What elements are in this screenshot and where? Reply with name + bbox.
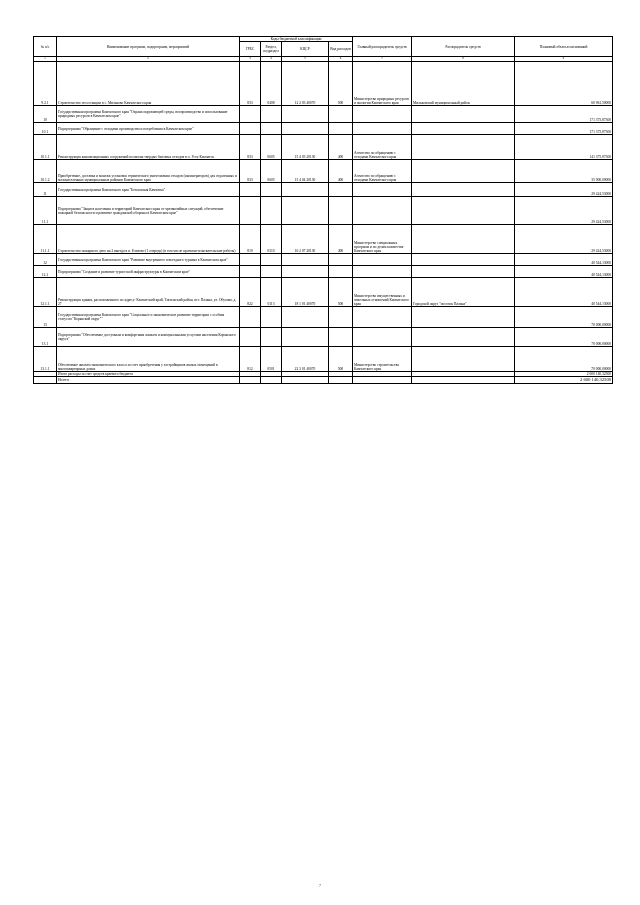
table-row <box>34 197 613 225</box>
cell-grbs <box>240 197 261 225</box>
cell-summa: 70 000,00000 <box>515 328 613 347</box>
cell-name: Реконструкция здания, расположенного по адресу: Камчатский край, Тигильский район, пгт. Палана, ул. Обухова, д. 27 <box>57 278 240 307</box>
cell-summa: 29 424,53000 <box>515 197 613 225</box>
header-grbs: ГРБС <box>240 42 261 57</box>
column-number: 7 <box>353 57 412 62</box>
cell-name: Приобретение, доставка и монтаж установок термического уничтожения отходов (инсинераторов) для отдаленных и малонаселенных муниципальных районов Камчатского края <box>57 160 240 183</box>
cell-ksr <box>282 266 329 278</box>
cell-summa: 171 375,87300 <box>515 123 613 135</box>
cell-ksr: 15 4 03 20130 <box>282 135 329 160</box>
total-value: 2 600 140,32500 <box>515 377 613 384</box>
cell-poluchatel <box>412 266 515 278</box>
cell-num: 13.1.1 <box>34 347 57 372</box>
cell-glavny: Агентство по обращению с отходами Камчатского края <box>353 160 412 183</box>
page-number: 7 <box>319 883 321 888</box>
table-row <box>34 183 613 197</box>
cell-summa: 141 375,87300 <box>515 135 613 160</box>
cell-glavny <box>353 307 412 328</box>
subtotal-label: Итого расходы за счет средств краевого бюджета <box>57 372 240 377</box>
table-row <box>34 106 613 123</box>
cell-num: 12 <box>34 254 57 266</box>
cell-vid: 400 <box>329 135 353 160</box>
cell-name: Государственная программа Камчатского края "Социальное и экономическое развитие территории с особым статусом "Корякский округ"" <box>57 307 240 328</box>
cell-ksr: 15 4 04 20130 <box>282 160 329 183</box>
column-number: 9 <box>515 57 613 62</box>
cell-ksr: 16 2 07 20130 <box>282 225 329 254</box>
cell-num: 11.1.1 <box>34 225 57 254</box>
cell-razdel <box>261 197 282 225</box>
header-ksr: КЦСР <box>282 42 329 57</box>
column-number: 6 <box>329 57 353 62</box>
table-body <box>34 62 613 372</box>
cell-vid <box>329 266 353 278</box>
cell-num: 10.1 <box>34 123 57 135</box>
cell-num: 12.1.1 <box>34 278 57 307</box>
header-poluchatel: Распорядитель средств <box>412 37 515 57</box>
cell-razdel <box>261 307 282 328</box>
cell-name: Государственная программа Камчатского края "Развитие внутреннего и въездного туризма в Камчатском крае" <box>57 254 240 266</box>
cell-name: Подпрограмма "Защита населения и территорий Камчатского края от чрезвычайных ситуаций, обеспечение пожарной безопасности и развитие гражданской обороны в Камчатском крае" <box>57 197 240 225</box>
table-header <box>34 37 613 62</box>
table-footer <box>34 372 613 384</box>
cell-ksr <box>282 183 329 197</box>
table-row <box>34 307 613 328</box>
cell-grbs: 833 <box>240 160 261 183</box>
cell-grbs: 810 <box>240 225 261 254</box>
cell-summa: 40 544,13000 <box>515 254 613 266</box>
table-row <box>34 123 613 135</box>
cell-glavny: Министерство имущественных и земельных отношений Камчатского края <box>353 278 412 307</box>
cell-ksr <box>282 307 329 328</box>
cell-vid <box>329 183 353 197</box>
cell-vid <box>329 328 353 347</box>
header-codes-group: Коды бюджетной классификации <box>240 37 353 42</box>
cell-razdel: 0408 <box>261 62 282 106</box>
cell-ksr <box>282 197 329 225</box>
subtotal-value: 2 600 140,32500 <box>515 372 613 377</box>
table-row <box>34 160 613 183</box>
table-row <box>34 135 613 160</box>
cell-num: 11 <box>34 183 57 197</box>
table-row <box>34 62 613 106</box>
cell-razdel <box>261 123 282 135</box>
table-row <box>34 254 613 266</box>
cell-name: Подпрограмма "Создание и развитие туристской инфраструктуры в Камчатском крае" <box>57 266 240 278</box>
cell-vid: 400 <box>329 225 353 254</box>
cell-glavny <box>353 183 412 197</box>
cell-summa: 40 544,13000 <box>515 278 613 307</box>
header-summa: Плановый объем ассигнований <box>515 37 613 57</box>
cell-glavny <box>353 106 412 123</box>
cell-vid <box>329 106 353 123</box>
cell-vid: 500 <box>329 278 353 307</box>
cell-ksr <box>282 328 329 347</box>
cell-poluchatel: Мильковский муниципальный район <box>412 62 515 106</box>
cell-summa: 60 961,50000 <box>515 62 613 106</box>
cell-grbs <box>240 307 261 328</box>
cell-razdel <box>261 266 282 278</box>
header-glavny: Главный распорядитель средств <box>353 37 412 57</box>
cell-razdel <box>261 328 282 347</box>
cell-poluchatel <box>412 197 515 225</box>
header-vid: Вид расходов <box>329 42 353 57</box>
cell-glavny: Министерство специальных программ и по делам казачества Камчатского края <box>353 225 412 254</box>
total-row <box>34 377 613 384</box>
cell-glavny <box>353 328 412 347</box>
cell-poluchatel <box>412 106 515 123</box>
cell-razdel: 0310 <box>261 225 282 254</box>
cell-name: Государственная программа Камчатского края "Охрана окружающей среды, воспроизводство и использование природных ресурсов в Камчатском крае" <box>57 106 240 123</box>
cell-ksr: 22 3 01 40070 <box>282 347 329 372</box>
cell-ksr: 18 1 01 40070 <box>282 278 329 307</box>
cell-vid <box>329 123 353 135</box>
cell-ksr: 12 2 03 40070 <box>282 62 329 106</box>
cell-grbs: 833 <box>240 135 261 160</box>
cell-vid: 400 <box>329 160 353 183</box>
cell-num: 13 <box>34 307 57 328</box>
table-row <box>34 225 613 254</box>
column-number: 5 <box>282 57 329 62</box>
cell-summa: 35 000,00000 <box>515 160 613 183</box>
cell-num: 9.2.1 <box>34 62 57 106</box>
budget-table <box>33 36 613 384</box>
table-row <box>34 347 613 372</box>
cell-glavny <box>353 266 412 278</box>
cell-num: 10.1.1 <box>34 135 57 160</box>
cell-glavny: Министерство природных ресурсов и экологии Камчатского края <box>353 62 412 106</box>
cell-razdel: 0113 <box>261 278 282 307</box>
header-name: Наименование программ, подпрограмм, мероприятий <box>57 37 240 57</box>
header-num: № п/с <box>34 37 57 57</box>
cell-razdel: 0501 <box>261 347 282 372</box>
cell-vid <box>329 254 353 266</box>
cell-ksr <box>282 123 329 135</box>
cell-poluchatel <box>412 160 515 183</box>
column-number: 8 <box>412 57 515 62</box>
cell-vid <box>329 307 353 328</box>
header-razdel: Раздел, подраздел <box>261 42 282 57</box>
cell-summa: 29 424,53000 <box>515 183 613 197</box>
cell-grbs <box>240 183 261 197</box>
table-row <box>34 266 613 278</box>
cell-grbs: 822 <box>240 278 261 307</box>
column-number: 1 <box>34 57 57 62</box>
cell-razdel <box>261 106 282 123</box>
cell-name: Строительство пожарного депо на 2 выезда в п. Елизово (1 очередь) (в том числе проектно-изыскательские работы) <box>57 225 240 254</box>
cell-grbs <box>240 123 261 135</box>
cell-summa: 29 424,53000 <box>515 225 613 254</box>
column-number: 4 <box>261 57 282 62</box>
cell-summa: 40 544,13000 <box>515 266 613 278</box>
cell-num: 11.1 <box>34 197 57 225</box>
cell-poluchatel: Городской округ "поселок Палана" <box>412 278 515 307</box>
total-label: Всего <box>57 377 240 384</box>
cell-poluchatel <box>412 307 515 328</box>
cell-summa: 70 000,00000 <box>515 307 613 328</box>
cell-glavny <box>353 254 412 266</box>
cell-grbs <box>240 328 261 347</box>
cell-grbs: 812 <box>240 347 261 372</box>
cell-glavny <box>353 123 412 135</box>
cell-poluchatel <box>412 135 515 160</box>
cell-summa: 171 375,87300 <box>515 106 613 123</box>
cell-name: Подпрограмма "Обращение с отходами производства и потребления в Камчатском крае" <box>57 123 240 135</box>
cell-num: 12.1 <box>34 266 57 278</box>
cell-poluchatel <box>412 328 515 347</box>
cell-grbs <box>240 254 261 266</box>
cell-poluchatel <box>412 347 515 372</box>
cell-num: 10 <box>34 106 57 123</box>
cell-razdel: 0605 <box>261 135 282 160</box>
cell-ksr <box>282 254 329 266</box>
cell-name: Подпрограмма "Обеспечение доступным и комфортным жильем и коммунальными услугами населения Корякского округа" <box>57 328 240 347</box>
cell-name: Реконструкция канализационных сооружений полигона твердых бытовых отходов в п. Усть-Камчатск <box>57 135 240 160</box>
cell-name: Государственная программа Камчатского края "Безопасная Камчатка" <box>57 183 240 197</box>
cell-glavny: Министерство строительства Камчатского края <box>353 347 412 372</box>
cell-ksr <box>282 106 329 123</box>
cell-poluchatel <box>412 123 515 135</box>
cell-name: Строительство лесостанции в с. Мильково Камчатского края <box>57 62 240 106</box>
cell-grbs <box>240 106 261 123</box>
cell-name: Обеспечение жильем экономического класса за счет приобретения у застройщиков жилых помещений в многоквартирных домах <box>57 347 240 372</box>
cell-num: 13.1 <box>34 328 57 347</box>
cell-grbs: 833 <box>240 62 261 106</box>
cell-razdel: 0605 <box>261 160 282 183</box>
cell-glavny: Агентство по обращению с отходами Камчатского края <box>353 135 412 160</box>
cell-vid: 500 <box>329 62 353 106</box>
cell-grbs <box>240 266 261 278</box>
cell-vid <box>329 197 353 225</box>
cell-glavny <box>353 197 412 225</box>
cell-summa: 70 000,00000 <box>515 347 613 372</box>
cell-num: 10.1.2 <box>34 160 57 183</box>
table-row <box>34 278 613 307</box>
cell-poluchatel <box>412 254 515 266</box>
cell-vid: 500 <box>329 347 353 372</box>
column-number: 2 <box>57 57 240 62</box>
cell-razdel <box>261 254 282 266</box>
cell-poluchatel <box>412 225 515 254</box>
table-row <box>34 328 613 347</box>
cell-razdel <box>261 183 282 197</box>
cell-poluchatel <box>412 183 515 197</box>
column-number: 3 <box>240 57 261 62</box>
